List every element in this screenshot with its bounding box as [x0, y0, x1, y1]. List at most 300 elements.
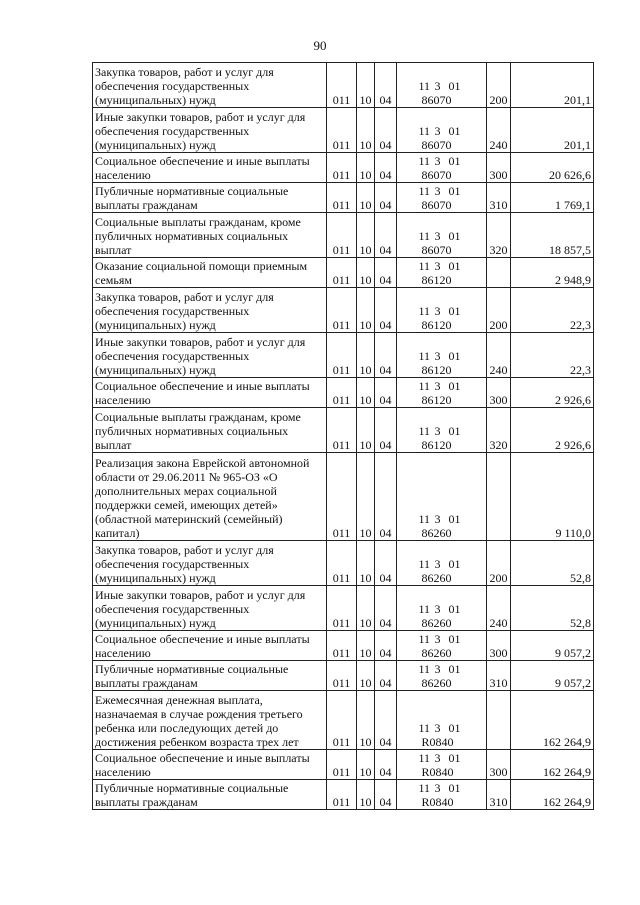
expense-name-cell	[93, 183, 327, 213]
table-row	[93, 586, 594, 631]
expense-name: Социальное обеспечение и иные выплаты населению	[95, 632, 310, 660]
expense-name-cell	[93, 750, 327, 780]
expense-name: Социальные выплаты гражданам, кроме публичных нормативных социальных выплат	[95, 215, 301, 257]
ministry-code: 011	[332, 138, 351, 152]
amount-cell	[511, 63, 594, 108]
target-article	[399, 154, 484, 182]
subprogram-code: 3	[434, 602, 441, 616]
ministry-code-cell	[327, 780, 357, 810]
event-code: 01	[448, 79, 461, 93]
ministry-code-cell	[327, 586, 357, 631]
program-code: 11	[418, 259, 431, 273]
target-article	[399, 557, 484, 585]
ministry-code: 011	[332, 735, 351, 749]
section-code-cell	[357, 408, 375, 453]
direction-code: 86120	[421, 393, 452, 407]
expense-name: Иные закупки товаров, работ и услуг для обеспечения государственных (муниципальных) нужд	[95, 110, 306, 152]
event-code: 01	[448, 379, 461, 393]
amount: 201,1	[564, 138, 591, 152]
subsection-code: 04	[379, 795, 392, 809]
expense-name-cell	[93, 258, 327, 288]
subsection-code-cell	[375, 750, 397, 780]
expense-type-cell	[487, 750, 511, 780]
amount-cell	[511, 333, 594, 378]
ministry-code: 011	[332, 93, 351, 107]
amount-cell	[511, 750, 594, 780]
subprogram-code: 3	[434, 229, 441, 243]
subsection-code: 04	[379, 765, 392, 779]
amount-cell	[511, 661, 594, 691]
subsection-code-cell	[375, 108, 397, 153]
expense-name-cell	[93, 408, 327, 453]
section-code-cell	[357, 63, 375, 108]
section-code-cell	[357, 108, 375, 153]
expense-name-cell	[93, 63, 327, 108]
amount: 9 110,0	[555, 526, 591, 540]
ministry-code: 011	[332, 438, 351, 452]
direction-code: 86070	[421, 243, 452, 257]
table-row	[93, 108, 594, 153]
target-article	[399, 349, 484, 377]
direction-code: 86260	[421, 571, 452, 585]
section-code: 10	[359, 526, 372, 540]
subsection-code-cell	[375, 213, 397, 258]
subprogram-code: 3	[434, 781, 441, 795]
program-code: 11	[418, 721, 431, 735]
subsection-code-cell	[375, 183, 397, 213]
subprogram-code: 3	[434, 632, 441, 646]
subsection-code: 04	[379, 393, 392, 407]
target-article-cell	[397, 63, 487, 108]
program-code: 11	[418, 602, 431, 616]
page-number: 90	[313, 38, 327, 53]
amount-cell	[511, 453, 594, 541]
expense-type-code: 300	[489, 168, 508, 182]
program-code: 11	[418, 632, 431, 646]
program-code: 11	[418, 557, 431, 571]
event-code: 01	[448, 259, 461, 273]
subsection-code: 04	[379, 243, 392, 257]
ministry-code: 011	[332, 795, 351, 809]
program-code: 11	[418, 154, 431, 168]
expense-name-cell	[93, 453, 327, 541]
subsection-code: 04	[379, 526, 392, 540]
amount: 2 948,9	[555, 273, 591, 287]
amount-cell	[511, 108, 594, 153]
amount: 162 264,9	[543, 735, 591, 749]
amount: 162 264,9	[543, 765, 591, 779]
expense-type-code: 240	[489, 363, 508, 377]
target-article-cell	[397, 631, 487, 661]
ministry-code: 011	[332, 198, 351, 212]
section-code-cell	[357, 288, 375, 333]
target-article-cell	[397, 108, 487, 153]
expense-name-cell	[93, 691, 327, 750]
amount-cell	[511, 258, 594, 288]
section-code: 10	[359, 795, 372, 809]
subsection-code-cell	[375, 333, 397, 378]
event-code: 01	[448, 602, 461, 616]
amount-cell	[511, 691, 594, 750]
direction-code: 86120	[421, 363, 452, 377]
expense-type-cell	[487, 780, 511, 810]
program-code: 11	[418, 781, 431, 795]
program-code: 11	[418, 349, 431, 363]
subprogram-code: 3	[434, 259, 441, 273]
expense-name-cell	[93, 333, 327, 378]
table-row	[93, 408, 594, 453]
amount: 20 626,6	[549, 168, 591, 182]
target-article-cell	[397, 691, 487, 750]
subsection-code-cell	[375, 258, 397, 288]
amount: 1 769,1	[555, 198, 591, 212]
target-article	[399, 662, 484, 690]
direction-code: 86120	[421, 318, 452, 332]
amount-cell	[511, 183, 594, 213]
expense-name-cell	[93, 780, 327, 810]
expense-name: Социальное обеспечение и иные выплаты населению	[95, 751, 310, 779]
event-code: 01	[448, 229, 461, 243]
target-article	[399, 721, 484, 749]
direction-code: 86260	[421, 676, 452, 690]
expense-type-cell	[487, 408, 511, 453]
subprogram-code: 3	[434, 379, 441, 393]
program-code: 11	[418, 512, 431, 526]
target-article-cell	[397, 780, 487, 810]
ministry-code: 011	[332, 273, 351, 287]
expense-type-cell	[487, 691, 511, 750]
amount-cell	[511, 378, 594, 408]
section-code-cell	[357, 541, 375, 586]
expense-name: Социальное обеспечение и иные выплаты населению	[95, 379, 310, 407]
target-article-cell	[397, 586, 487, 631]
direction-code: 86260	[421, 616, 452, 630]
section-code: 10	[359, 646, 372, 660]
table-row	[93, 63, 594, 108]
table-row	[93, 333, 594, 378]
expense-name: Социальные выплаты гражданам, кроме публичных нормативных социальных выплат	[95, 410, 301, 452]
amount-cell	[511, 213, 594, 258]
expense-name-cell	[93, 586, 327, 631]
subsection-code: 04	[379, 571, 392, 585]
section-code: 10	[359, 676, 372, 690]
table-row	[93, 661, 594, 691]
subprogram-code: 3	[434, 304, 441, 318]
expense-name-cell	[93, 631, 327, 661]
section-code-cell	[357, 153, 375, 183]
section-code-cell	[357, 453, 375, 541]
expense-type-cell	[487, 378, 511, 408]
subprogram-code: 3	[434, 751, 441, 765]
amount-cell	[511, 586, 594, 631]
target-article	[399, 424, 484, 452]
ministry-code-cell	[327, 750, 357, 780]
table-row	[93, 288, 594, 333]
amount-cell	[511, 541, 594, 586]
expense-name: Оказание социальной помощи приемным семьям	[95, 259, 308, 287]
expense-type-code: 310	[489, 198, 508, 212]
expense-name: Публичные нормативные социальные выплаты гражданам	[95, 662, 289, 690]
expense-name-cell	[93, 661, 327, 691]
subsection-code-cell	[375, 288, 397, 333]
target-article	[399, 632, 484, 660]
section-code-cell	[357, 586, 375, 631]
table-row	[93, 183, 594, 213]
table-row	[93, 153, 594, 183]
target-article	[399, 304, 484, 332]
expense-type-code: 310	[489, 795, 508, 809]
subprogram-code: 3	[434, 154, 441, 168]
expense-type-cell	[487, 108, 511, 153]
ministry-code: 011	[332, 765, 351, 779]
amount: 9 057,2	[555, 646, 591, 660]
table-row	[93, 750, 594, 780]
ministry-code: 011	[332, 571, 351, 585]
expense-type-code: 310	[489, 676, 508, 690]
section-code-cell	[357, 631, 375, 661]
direction-code: 86070	[421, 138, 452, 152]
table-row	[93, 258, 594, 288]
target-article-cell	[397, 453, 487, 541]
direction-code: 86070	[421, 168, 452, 182]
target-article-cell	[397, 408, 487, 453]
subsection-code: 04	[379, 168, 392, 182]
expense-type-cell	[487, 183, 511, 213]
ministry-code-cell	[327, 378, 357, 408]
ministry-code-cell	[327, 631, 357, 661]
program-code: 11	[418, 229, 431, 243]
subsection-code-cell	[375, 631, 397, 661]
expense-type-code: 300	[489, 393, 508, 407]
ministry-code-cell	[327, 453, 357, 541]
expense-name: Публичные нормативные социальные выплаты гражданам	[95, 781, 289, 809]
section-code-cell	[357, 258, 375, 288]
amount-cell	[511, 631, 594, 661]
subsection-code: 04	[379, 318, 392, 332]
section-code: 10	[359, 198, 372, 212]
subsection-code: 04	[379, 138, 392, 152]
subsection-code: 04	[379, 735, 392, 749]
section-code-cell	[357, 333, 375, 378]
expense-type-cell	[487, 453, 511, 541]
ministry-code: 011	[332, 393, 351, 407]
table-row	[93, 213, 594, 258]
expense-type-cell	[487, 661, 511, 691]
section-code: 10	[359, 616, 372, 630]
expense-type-cell	[487, 258, 511, 288]
event-code: 01	[448, 424, 461, 438]
ministry-code-cell	[327, 63, 357, 108]
subsection-code: 04	[379, 616, 392, 630]
section-code: 10	[359, 393, 372, 407]
event-code: 01	[448, 662, 461, 676]
amount: 22,3	[570, 318, 591, 332]
subsection-code-cell	[375, 541, 397, 586]
expense-name: Ежемесячная денежная выплата, назначаемая в случае рождения третьего ребенка или последующих детей до достижения ребенком возраста трех лет	[95, 693, 303, 749]
expense-name-cell	[93, 541, 327, 586]
budget-table	[92, 62, 594, 810]
expense-type-cell	[487, 631, 511, 661]
expense-name: Закупка товаров, работ и услуг для обеспечения государственных (муниципальных) нужд	[95, 290, 274, 332]
amount: 9 057,2	[555, 676, 591, 690]
ministry-code: 011	[332, 363, 351, 377]
amount: 201,1	[564, 93, 591, 107]
subprogram-code: 3	[434, 349, 441, 363]
section-code: 10	[359, 735, 372, 749]
section-code-cell	[357, 750, 375, 780]
section-code-cell	[357, 780, 375, 810]
ministry-code: 011	[332, 318, 351, 332]
section-code-cell	[357, 691, 375, 750]
program-code: 11	[418, 662, 431, 676]
target-article	[399, 751, 484, 779]
section-code: 10	[359, 243, 372, 257]
ministry-code-cell	[327, 153, 357, 183]
expense-name: Иные закупки товаров, работ и услуг для обеспечения государственных (муниципальных) нужд	[95, 335, 306, 377]
amount-cell	[511, 288, 594, 333]
subprogram-code: 3	[434, 424, 441, 438]
amount: 2 926,6	[555, 393, 591, 407]
program-code: 11	[418, 124, 431, 138]
ministry-code-cell	[327, 333, 357, 378]
direction-code: 86120	[421, 273, 452, 287]
target-article	[399, 781, 484, 809]
program-code: 11	[418, 79, 431, 93]
target-article	[399, 229, 484, 257]
subsection-code-cell	[375, 153, 397, 183]
expense-type-cell	[487, 213, 511, 258]
expense-name-cell	[93, 108, 327, 153]
amount: 18 857,5	[549, 243, 591, 257]
expense-type-cell	[487, 333, 511, 378]
expense-type-cell	[487, 288, 511, 333]
subprogram-code: 3	[434, 512, 441, 526]
target-article	[399, 512, 484, 540]
expense-name: Реализация закона Еврейской автономной области от 29.06.2011 № 965-ОЗ «О дополнительных мерах социальной поддержки семей, имеющих детей» (областной материнский (семейный) капитал)	[95, 456, 310, 540]
ministry-code-cell	[327, 258, 357, 288]
table-row	[93, 691, 594, 750]
ministry-code-cell	[327, 691, 357, 750]
ministry-code-cell	[327, 288, 357, 333]
target-article	[399, 124, 484, 152]
table-body	[93, 63, 594, 810]
direction-code: R0840	[421, 735, 454, 749]
ministry-code: 011	[332, 676, 351, 690]
program-code: 11	[418, 184, 431, 198]
direction-code: 86070	[421, 93, 452, 107]
direction-code: R0840	[421, 795, 454, 809]
section-code: 10	[359, 93, 372, 107]
event-code: 01	[448, 751, 461, 765]
direction-code: 86120	[421, 438, 452, 452]
ministry-code: 011	[332, 526, 351, 540]
section-code: 10	[359, 168, 372, 182]
ministry-code-cell	[327, 213, 357, 258]
target-article-cell	[397, 661, 487, 691]
subsection-code: 04	[379, 646, 392, 660]
section-code-cell	[357, 213, 375, 258]
target-article-cell	[397, 288, 487, 333]
expense-name: Закупка товаров, работ и услуг для обеспечения государственных (муниципальных) нужд	[95, 65, 274, 107]
event-code: 01	[448, 304, 461, 318]
table-row	[93, 541, 594, 586]
section-code: 10	[359, 273, 372, 287]
section-code: 10	[359, 571, 372, 585]
target-article-cell	[397, 183, 487, 213]
expense-name: Социальное обеспечение и иные выплаты населению	[95, 154, 310, 182]
section-code: 10	[359, 318, 372, 332]
target-article-cell	[397, 378, 487, 408]
target-article	[399, 184, 484, 212]
ministry-code-cell	[327, 541, 357, 586]
expense-type-cell	[487, 63, 511, 108]
section-code: 10	[359, 363, 372, 377]
target-article-cell	[397, 333, 487, 378]
section-code-cell	[357, 183, 375, 213]
event-code: 01	[448, 557, 461, 571]
program-code: 11	[418, 751, 431, 765]
subsection-code-cell	[375, 586, 397, 631]
subprogram-code: 3	[434, 662, 441, 676]
ministry-code-cell	[327, 108, 357, 153]
target-article-cell	[397, 541, 487, 586]
amount: 2 926,6	[555, 438, 591, 452]
section-code: 10	[359, 138, 372, 152]
section-code-cell	[357, 378, 375, 408]
expense-type-cell	[487, 541, 511, 586]
subsection-code-cell	[375, 453, 397, 541]
subsection-code-cell	[375, 408, 397, 453]
ministry-code-cell	[327, 183, 357, 213]
event-code: 01	[448, 781, 461, 795]
subsection-code: 04	[379, 676, 392, 690]
subsection-code: 04	[379, 273, 392, 287]
subprogram-code: 3	[434, 184, 441, 198]
program-code: 11	[418, 379, 431, 393]
amount: 162 264,9	[543, 795, 591, 809]
amount: 52,8	[570, 616, 591, 630]
amount-cell	[511, 780, 594, 810]
amount-cell	[511, 153, 594, 183]
subsection-code-cell	[375, 780, 397, 810]
subsection-code: 04	[379, 438, 392, 452]
ministry-code: 011	[332, 168, 351, 182]
ministry-code: 011	[332, 646, 351, 660]
event-code: 01	[448, 721, 461, 735]
program-code: 11	[418, 304, 431, 318]
ministry-code: 011	[332, 616, 351, 630]
target-article-cell	[397, 258, 487, 288]
expense-name-cell	[93, 378, 327, 408]
target-article	[399, 602, 484, 630]
event-code: 01	[448, 632, 461, 646]
direction-code: 86260	[421, 646, 452, 660]
expense-type-code: 200	[489, 318, 508, 332]
subsection-code: 04	[379, 93, 392, 107]
subprogram-code: 3	[434, 79, 441, 93]
target-article-cell	[397, 153, 487, 183]
event-code: 01	[448, 154, 461, 168]
expense-type-code: 320	[489, 438, 508, 452]
expense-name: Публичные нормативные социальные выплаты гражданам	[95, 184, 289, 212]
subsection-code-cell	[375, 691, 397, 750]
program-code: 11	[418, 424, 431, 438]
table-row	[93, 378, 594, 408]
expense-name: Закупка товаров, работ и услуг для обеспечения государственных (муниципальных) нужд	[95, 543, 274, 585]
subprogram-code: 3	[434, 721, 441, 735]
amount: 22,3	[570, 363, 591, 377]
ministry-code: 011	[332, 243, 351, 257]
